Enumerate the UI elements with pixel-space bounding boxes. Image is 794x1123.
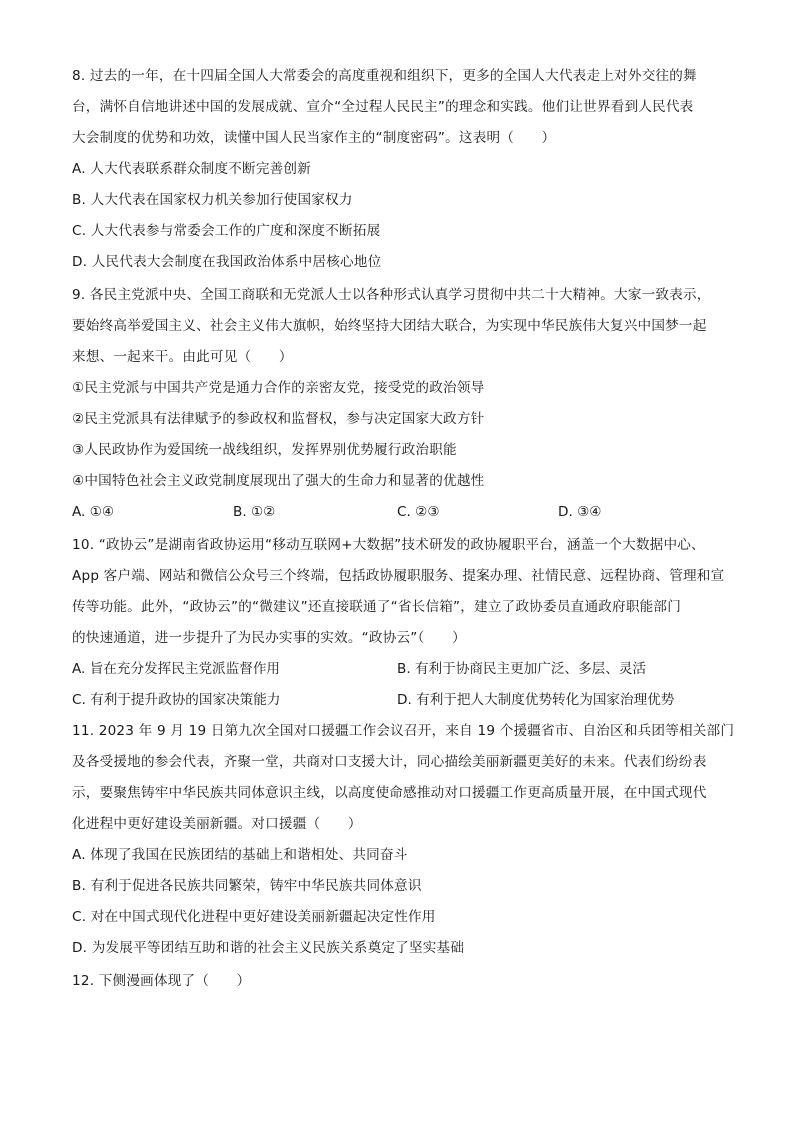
question-11-option-d: D. 为发展平等团结互助和谐的社会主义民族关系奠定了坚实基础	[72, 940, 465, 956]
question-9-option-a: A. ①④	[72, 504, 115, 520]
question-9-options	[72, 497, 752, 528]
question-9-stem-line: 来想、一起来干。由此可见（ ）	[72, 349, 293, 365]
question-9-statement-4: ④中国特色社会主义政党制度展现出了强大的生命力和显著的优越性	[72, 473, 485, 489]
question-11-option-a: A. 体现了我国在民族团结的基础上和谐相处、共同奋斗	[72, 847, 408, 863]
question-10-option-b: B. 有利于协商民主更加广泛、多层、灵活	[397, 661, 647, 677]
question-10-option-d: D. 有利于把人大制度优势转化为国家治理优势	[397, 692, 675, 708]
question-12-stem-line: 12. 下侧漫画体现了（ ）	[72, 973, 251, 989]
question-10-options-row-1	[72, 654, 752, 685]
question-10-stem-line: 的快速通道，进一步提升了为民办实事的实效。“政协云”（ ）	[72, 630, 466, 646]
question-11-option-b: B. 有利于促进各民族共同繁荣，铸牢中华民族共同体意识	[72, 878, 422, 894]
question-8-option-d: D. 人民代表大会制度在我国政治体系中居核心地位	[72, 254, 382, 270]
question-9-option-b: B. ①②	[233, 504, 276, 520]
question-8-option-c: C. 人大代表参与常委会工作的广度和深度不断拓展	[72, 223, 381, 239]
question-8-stem-line: 台，满怀自信地讲述中国的发展成就、宣介“全过程人民民主”的理念和实践。他们让世界看到人民代表	[72, 99, 694, 115]
question-8-stem-line: 大会制度的优势和功效，读懂中国人民当家作主的“制度密码”。这表明（ ）	[72, 130, 556, 146]
question-10-option-c: C. 有利于提升政协的国家决策能力	[72, 692, 281, 708]
question-9-option-d: D. ③④	[558, 504, 602, 520]
question-10-options-row-2	[72, 685, 752, 716]
question-8-option-a: A. 人大代表联系群众制度不断完善创新	[72, 161, 312, 177]
question-11-stem-line: 化进程中更好建设美丽新疆。对口援疆（ ）	[72, 816, 362, 832]
question-9-stem-line: 9. 各民主党派中央、全国工商联和无党派人士以各种形式认真学习贯彻中共二十大精神。大家一致表示，	[72, 287, 711, 303]
question-9-statement-2: ②民主党派具有法律赋予的参政权和监督权，参与决定国家大政方针	[72, 411, 485, 427]
question-10-stem-line: App 客户端、网站和微信公众号三个终端，包括政协履职服务、提案办理、社情民意、远程协商、管理和宣	[72, 568, 725, 584]
question-9-option-c: C. ②③	[397, 504, 440, 520]
question-12	[72, 966, 752, 997]
question-10-stem-line: 传等功能。此外，“政协云”的“微建议”还直接联通了“省长信箱”，建立了政协委员直通政府职能部门	[72, 599, 681, 615]
question-10-stem-line: 10. “政协云”是湖南省政协运用“移动互联网+大数据”技术研发的政协履职平台，涵盖一个大数据中心、	[72, 537, 705, 553]
question-10	[72, 530, 752, 716]
question-10-option-a: A. 旨在充分发挥民主党派监督作用	[72, 661, 281, 677]
question-8-option-b: B. 人大代表在国家权力机关参加行使国家权力	[72, 192, 353, 208]
question-8-stem-line: 8. 过去的一年，在十四届全国人大常委会的高度重视和组织下，更多的全国人大代表走上对外交往的舞	[72, 68, 697, 84]
question-11-stem-line: 及各受援地的参会代表，齐聚一堂，共商对口支援大计，同心描绘美丽新疆更美好的未来。代表们纷纷表	[72, 754, 707, 770]
question-11-option-c: C. 对在中国式现代化进程中更好建设美丽新疆起决定性作用	[72, 909, 436, 925]
question-11-stem-line: 示，要聚焦铸牢中华民族共同体意识主线，以高度使命感推动对口援疆工作更高质量开展，在中国式现代	[72, 785, 707, 801]
question-9-statement-1: ①民主党派与中国共产党是通力合作的亲密友党，接受党的政治领导	[72, 380, 485, 396]
question-11	[72, 716, 752, 964]
question-9-stem-line: 要始终高举爱国主义、社会主义伟大旗帜，始终坚持大团结大联合，为实现中华民族伟大复兴中国梦一起	[72, 318, 707, 334]
question-9-statement-3: ③人民政协作为爱国统一战线组织，发挥界别优势履行政治职能	[72, 442, 457, 458]
question-11-stem-line: 11. 2023 年 9 月 19 日第九次全国对口援疆工作会议召开，来自 19 个援疆省市、自治区和兵团等相关部门	[72, 723, 735, 739]
question-8	[72, 61, 752, 278]
question-9	[72, 280, 752, 528]
